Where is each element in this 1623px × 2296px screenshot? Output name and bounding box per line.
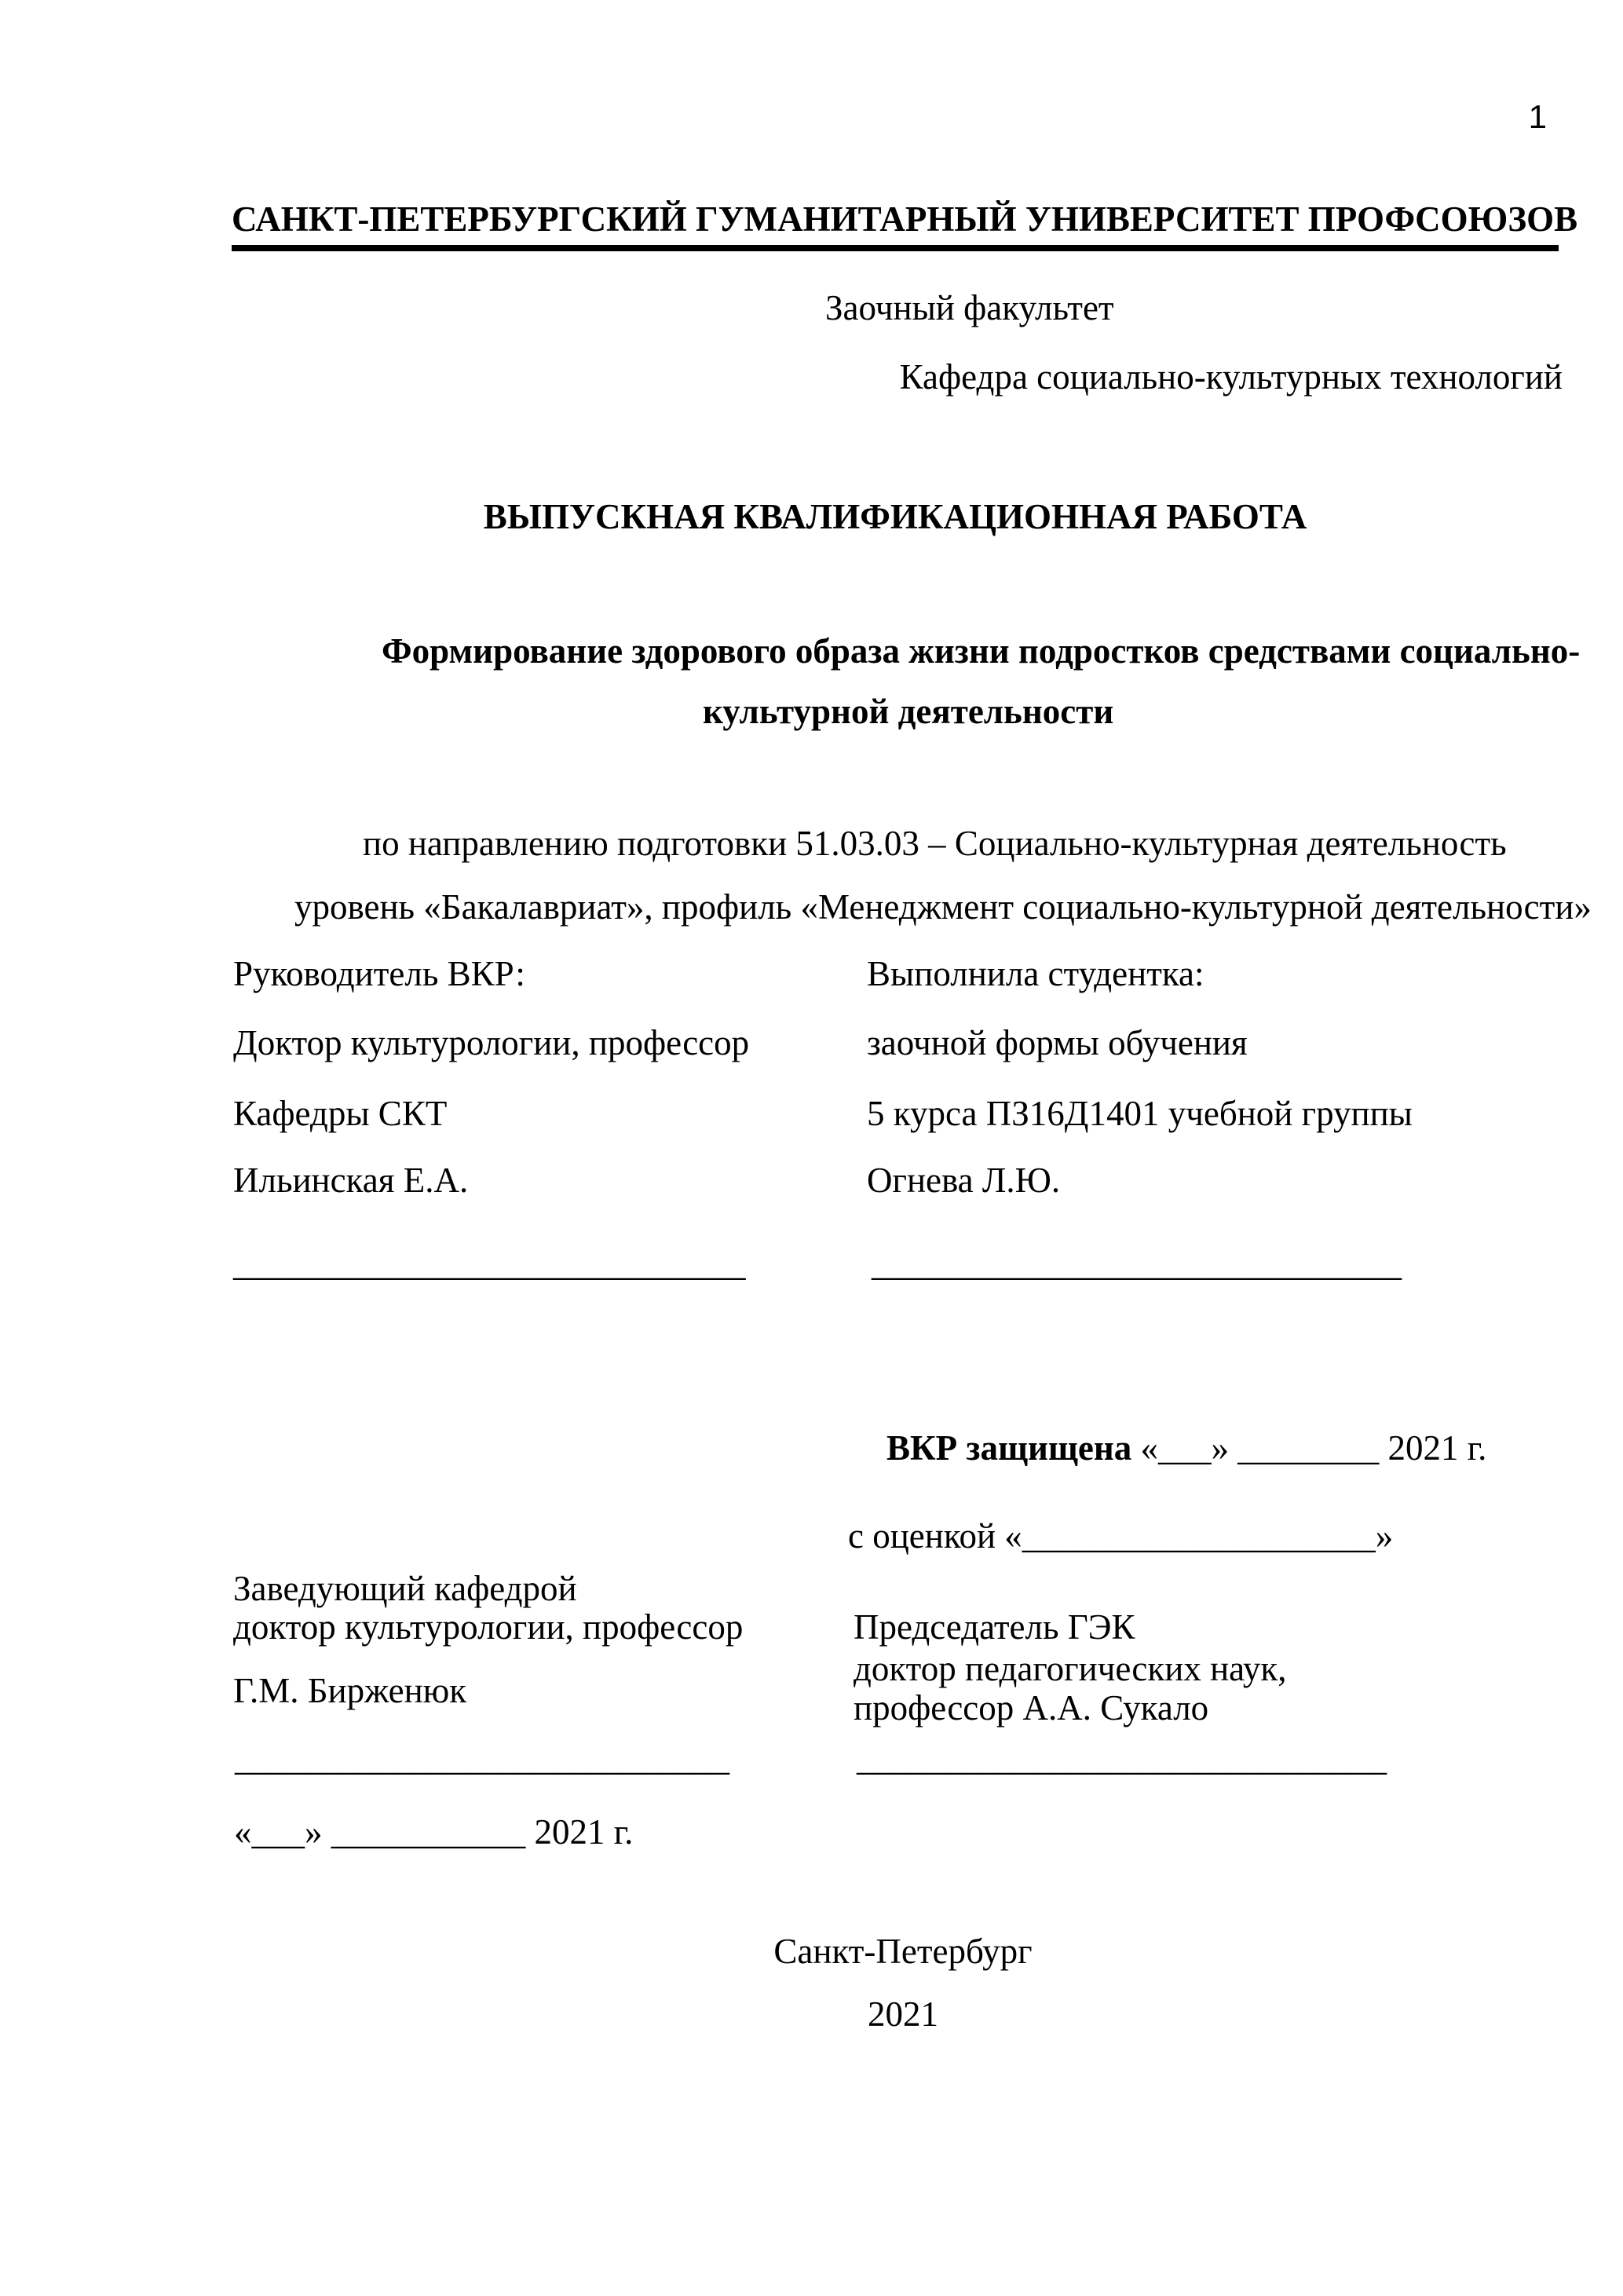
student-label: Выполнила студентка: xyxy=(867,954,1204,993)
defense-defended-label: ВКР защищена xyxy=(886,1428,1132,1468)
head-of-department-title: Заведующий кафедрой xyxy=(233,1569,577,1608)
student-group: 5 курса ПЗ16Д1401 учебной группы xyxy=(867,1094,1413,1133)
student-signature-line: ______________________________ xyxy=(872,1244,1402,1283)
defense-grade-line: с оценкой «____________________» xyxy=(848,1516,1394,1556)
footer-year: 2021 xyxy=(868,1994,938,2034)
program-direction: по направлению подготовки 51.03.03 – Социально-культурная деятельность xyxy=(363,824,1507,863)
gec-chair-title: Председатель ГЭК xyxy=(854,1607,1135,1647)
university-name: САНКТ-ПЕТЕРБУРГСКИЙ ГУМАНИТАРНЫЙ УНИВЕРСИТЕТ ПРОФСОЮЗОВ xyxy=(232,199,1578,239)
thesis-title-line2: культурной деятельности xyxy=(703,692,1114,731)
gec-chair-degree: доктор педагогических наук, xyxy=(854,1649,1287,1688)
supervisor-signature-line: _____________________________ xyxy=(233,1244,746,1283)
footer-city: Санкт-Петербург xyxy=(773,1932,1033,1971)
faculty-name: Заочный факультет xyxy=(825,288,1114,327)
student-study-form: заочной формы обучения xyxy=(867,1023,1248,1062)
thesis-title-line1: Формирование здорового образа жизни подростков средствами социально- xyxy=(382,631,1581,671)
supervisor-label: Руководитель ВКР: xyxy=(233,954,525,993)
defense-defended-date: «___» ________ 2021 г. xyxy=(1131,1428,1487,1468)
defense-status-line xyxy=(851,1387,1486,1509)
header-rule xyxy=(232,245,1559,251)
head-date-line: «___» ___________ 2021 г. xyxy=(234,1812,634,1852)
program-level: уровень «Бакалавриат», профиль «Менеджмент социально-культурной деятельности» xyxy=(294,887,1592,927)
head-signature-line: ____________________________ xyxy=(235,1738,729,1778)
supervisor-degree: Доктор культурологии, профессор xyxy=(233,1023,750,1062)
work-type-heading: ВЫПУСКНАЯ КВАЛИФИКАЦИОННАЯ РАБОТА xyxy=(483,497,1307,536)
gec-chair-rank-name: профессор А.А. Сукало xyxy=(854,1688,1209,1727)
student-name: Огнева Л.Ю. xyxy=(867,1161,1061,1200)
head-of-department-degree: доктор культурологии, профессор xyxy=(233,1607,744,1647)
department-name: Кафедра социально-культурных технологий xyxy=(899,357,1563,397)
supervisor-department: Кафедры СКТ xyxy=(233,1094,448,1133)
head-of-department-name: Г.М. Бирженюк xyxy=(233,1671,467,1710)
supervisor-name: Ильинская Е.А. xyxy=(233,1161,469,1200)
page-number: 1 xyxy=(1528,98,1547,135)
gec-signature-line: ______________________________ xyxy=(857,1738,1387,1778)
